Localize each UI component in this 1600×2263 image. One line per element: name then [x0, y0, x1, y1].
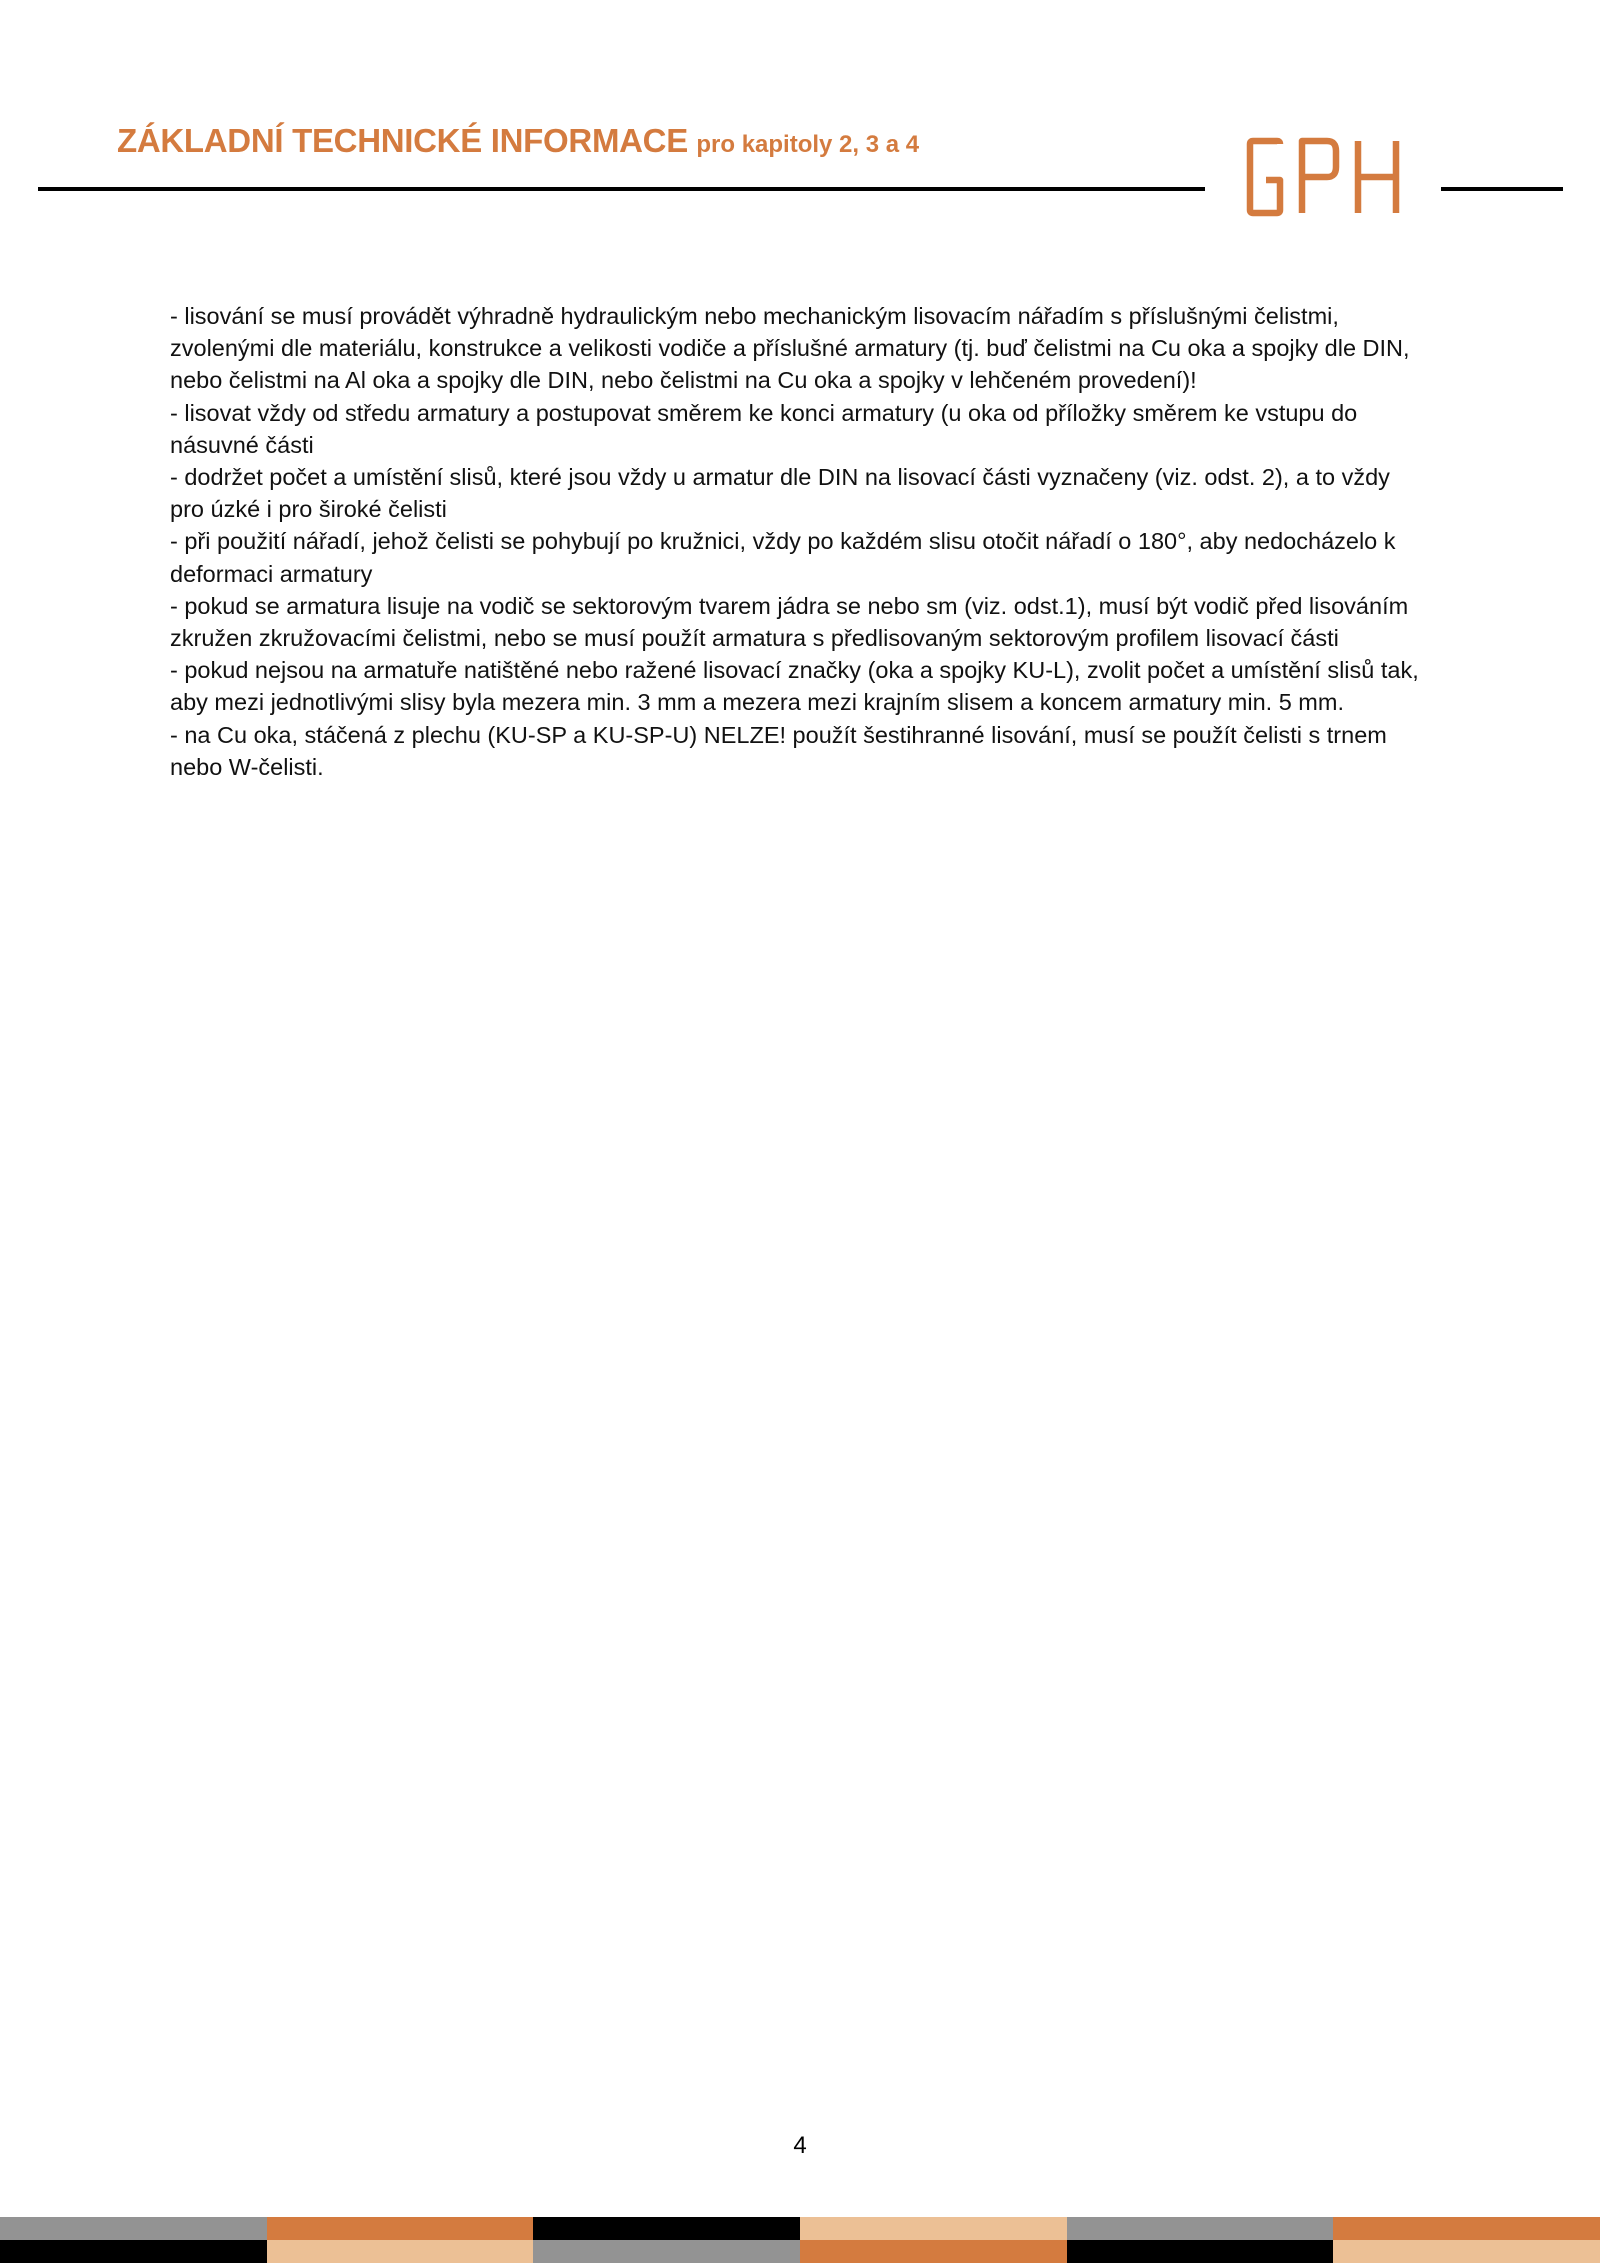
header-title-main: ZÁKLADNÍ TECHNICKÉ INFORMACE: [117, 122, 688, 159]
gph-logo-mark: [1244, 120, 1404, 220]
page-header-title: [117, 122, 919, 160]
header-rule-right: [1441, 187, 1563, 191]
footer-color-stripes: [0, 2217, 1600, 2263]
footer-stripe-segment: [800, 2217, 1067, 2240]
page-number: 4: [793, 2132, 807, 2159]
footer-stripe-segment: [533, 2240, 800, 2263]
footer-stripe-segment: [267, 2217, 533, 2240]
footer-stripe-segment: [1333, 2217, 1600, 2240]
paragraph-3: - dodržet počet a umístění slisů, které jsou vždy u armatur dle DIN na lisovací části vyznačeny (viz. odst. 2), a to vždy pro úzké i pro široké čelisti: [170, 464, 1390, 523]
paragraph-4: - při použití nářadí, jehož čelisti se pohybují po kružnici, vždy po každém slisu otočit nářadí o 180°, aby nedocházelo k deformaci armatury: [170, 528, 1396, 587]
footer-stripe-segment: [533, 2217, 800, 2240]
gph-logo: [1244, 120, 1404, 220]
header-rule-left: [38, 187, 1205, 191]
paragraph-1: - lisování se musí provádět výhradně hydraulickým nebo mechanickým lisovacím nářadím s příslušnými čelistmi, zvolenými dle materiálu, konstrukce a velikosti vodiče a příslušné armatury (tj. buď čelistmi na Cu oka a spojky dle DIN, nebo čelistmi na Al oka a spojky dle DIN, nebo čelistmi na Cu oka a spojky v lehčeném provedení)!: [170, 303, 1410, 394]
footer-stripe-segment: [1333, 2240, 1600, 2263]
paragraph-7: - na Cu oka, stáčená z plechu (KU-SP a KU-SP-U) NELZE! použít šestihranné lisování, musí se použít čelisti s trnem nebo W-čelisti.: [170, 721, 1387, 780]
body-text: [170, 300, 1420, 783]
footer-stripe-segment: [267, 2240, 533, 2263]
footer-stripe-segment: [1067, 2217, 1333, 2240]
paragraph-6: - pokud nejsou na armatuře natištěné nebo ražené lisovací značky (oka a spojky KU-L), zvolit počet a umístění slisů tak, aby mezi jednotlivými slisy byla mezera min. 3 mm a mezera mezi krajním slisem a koncem armatury min. 5 mm.: [170, 657, 1419, 716]
footer-stripe-segment: [1067, 2240, 1333, 2263]
paragraph-2: - lisovat vždy od středu armatury a postupovat směrem ke konci armatury (u oka od příložky směrem ke vstupu do násuvné části: [170, 399, 1358, 458]
footer-stripe-segment: [0, 2217, 267, 2240]
paragraph-5: - pokud se armatura lisuje na vodič se sektorovým tvarem jádra se nebo sm (viz. odst.1), musí být vodič před lisováním zkružen zkružovacími čelistmi, nebo se musí použít armatura s předlisovaným sektorovým profilem lisovací části: [170, 592, 1409, 652]
footer-stripe-segment: [0, 2240, 267, 2263]
footer-stripe-segment: [800, 2240, 1067, 2263]
header-title-subtitle: pro kapitoly 2, 3 a 4: [696, 131, 920, 158]
